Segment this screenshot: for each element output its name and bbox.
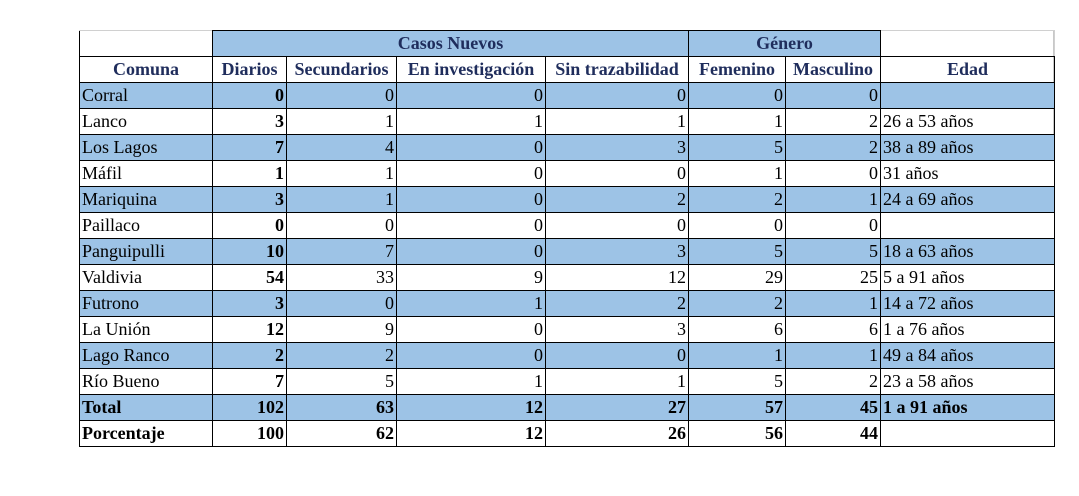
cell-femenino: 5 — [689, 239, 786, 265]
cell-trazabilidad: 0 — [546, 161, 689, 187]
cell-secundarios: 0 — [287, 291, 397, 317]
column-header-row — [80, 57, 1055, 83]
cell-investigacion: 1 — [397, 109, 546, 135]
cell-femenino: 1 — [689, 343, 786, 369]
cell-edad: 49 a 84 años — [881, 343, 1055, 369]
column-header-femenino: Femenino — [689, 57, 786, 83]
cell-edad: 38 a 89 años — [881, 135, 1055, 161]
cell-masculino: 0 — [786, 213, 881, 239]
cell-diarios: 1 — [213, 161, 287, 187]
cell-diarios: 3 — [213, 291, 287, 317]
cell-femenino: 6 — [689, 317, 786, 343]
cell-investigacion: 9 — [397, 265, 546, 291]
table-row — [80, 343, 1055, 369]
cell-comuna: Futrono — [80, 291, 213, 317]
cell-masculino: 1 — [786, 343, 881, 369]
cell-femenino: 0 — [689, 213, 786, 239]
cell-edad: 31 años — [881, 161, 1055, 187]
cell-investigacion: 0 — [397, 83, 546, 109]
cell-femenino: 5 — [689, 135, 786, 161]
cell-femenino: 0 — [689, 83, 786, 109]
cell-masculino: 6 — [786, 317, 881, 343]
cell-femenino: 5 — [689, 369, 786, 395]
cell-masculino: 25 — [786, 265, 881, 291]
cell-comuna: Porcentaje — [80, 421, 213, 447]
blank-header-cell — [80, 31, 213, 57]
cell-femenino: 29 — [689, 265, 786, 291]
cell-diarios: 100 — [213, 421, 287, 447]
cell-secundarios: 0 — [287, 213, 397, 239]
cell-investigacion: 12 — [397, 421, 546, 447]
cell-femenino: 57 — [689, 395, 786, 421]
cell-edad — [881, 83, 1055, 109]
table-row — [80, 317, 1055, 343]
cell-edad: 5 a 91 años — [881, 265, 1055, 291]
cell-edad: 26 a 53 años — [881, 109, 1055, 135]
cell-diarios: 2 — [213, 343, 287, 369]
cell-femenino: 2 — [689, 187, 786, 213]
table-row — [80, 109, 1055, 135]
cell-comuna: Máfil — [80, 161, 213, 187]
column-header-comuna: Comuna — [80, 57, 213, 83]
cell-edad: 18 a 63 años — [881, 239, 1055, 265]
cell-masculino: 45 — [786, 395, 881, 421]
cell-diarios: 102 — [213, 395, 287, 421]
cell-comuna: Los Lagos — [80, 135, 213, 161]
cell-investigacion: 12 — [397, 395, 546, 421]
cell-edad: 1 a 76 años — [881, 317, 1055, 343]
table-row — [80, 291, 1055, 317]
cell-diarios: 3 — [213, 187, 287, 213]
cell-edad: 14 a 72 años — [881, 291, 1055, 317]
cell-trazabilidad: 1 — [546, 369, 689, 395]
column-header-sin-trazabilidad: Sin trazabilidad — [546, 57, 689, 83]
cell-masculino: 0 — [786, 161, 881, 187]
table-row — [80, 135, 1055, 161]
cell-comuna: Lago Ranco — [80, 343, 213, 369]
table-row — [80, 83, 1055, 109]
column-header-diarios: Diarios — [213, 57, 287, 83]
blank-header-cell — [881, 31, 1055, 57]
cell-edad — [881, 213, 1055, 239]
cell-diarios: 12 — [213, 317, 287, 343]
cell-diarios: 0 — [213, 83, 287, 109]
cell-trazabilidad: 12 — [546, 265, 689, 291]
cell-comuna: Río Bueno — [80, 369, 213, 395]
cell-trazabilidad: 0 — [546, 343, 689, 369]
cell-masculino: 5 — [786, 239, 881, 265]
cell-edad: 1 a 91 años — [881, 395, 1055, 421]
total-row — [80, 395, 1055, 421]
cell-comuna: Total — [80, 395, 213, 421]
cell-femenino: 1 — [689, 161, 786, 187]
cell-trazabilidad: 3 — [546, 317, 689, 343]
cell-edad — [881, 421, 1055, 447]
cell-masculino: 1 — [786, 291, 881, 317]
cell-comuna: Lanco — [80, 109, 213, 135]
cell-diarios: 54 — [213, 265, 287, 291]
column-header-secundarios: Secundarios — [287, 57, 397, 83]
cell-comuna: Mariquina — [80, 187, 213, 213]
cell-investigacion: 0 — [397, 343, 546, 369]
cell-trazabilidad: 26 — [546, 421, 689, 447]
cell-masculino: 2 — [786, 135, 881, 161]
cell-edad: 23 a 58 años — [881, 369, 1055, 395]
cell-secundarios: 2 — [287, 343, 397, 369]
cell-diarios: 7 — [213, 135, 287, 161]
cell-secundarios: 62 — [287, 421, 397, 447]
cell-femenino: 56 — [689, 421, 786, 447]
cell-investigacion: 0 — [397, 187, 546, 213]
cell-trazabilidad: 3 — [546, 135, 689, 161]
cell-comuna: Valdivia — [80, 265, 213, 291]
cell-femenino: 1 — [689, 109, 786, 135]
column-header-en-investigacion: En investigación — [397, 57, 546, 83]
cell-secundarios: 0 — [287, 83, 397, 109]
table-row — [80, 265, 1055, 291]
cell-investigacion: 0 — [397, 239, 546, 265]
cell-diarios: 3 — [213, 109, 287, 135]
table-row — [80, 187, 1055, 213]
cell-masculino: 2 — [786, 369, 881, 395]
percentage-row — [80, 421, 1055, 447]
group-header-row — [80, 31, 1055, 57]
cell-secundarios: 4 — [287, 135, 397, 161]
cell-trazabilidad: 3 — [546, 239, 689, 265]
cell-masculino: 2 — [786, 109, 881, 135]
cell-femenino: 2 — [689, 291, 786, 317]
table-row — [80, 239, 1055, 265]
cell-investigacion: 0 — [397, 135, 546, 161]
cell-investigacion: 1 — [397, 291, 546, 317]
cell-trazabilidad: 0 — [546, 83, 689, 109]
cell-secundarios: 5 — [287, 369, 397, 395]
cell-secundarios: 9 — [287, 317, 397, 343]
cell-secundarios: 1 — [287, 161, 397, 187]
cell-comuna: Paillaco — [80, 213, 213, 239]
cell-secundarios: 33 — [287, 265, 397, 291]
cell-trazabilidad: 27 — [546, 395, 689, 421]
cell-trazabilidad: 0 — [546, 213, 689, 239]
cell-comuna: Corral — [80, 83, 213, 109]
cell-investigacion: 1 — [397, 369, 546, 395]
cell-trazabilidad: 1 — [546, 109, 689, 135]
column-header-masculino: Masculino — [786, 57, 881, 83]
group-header-casos-nuevos: Casos Nuevos — [213, 31, 689, 57]
cell-masculino: 1 — [786, 187, 881, 213]
cell-diarios: 10 — [213, 239, 287, 265]
covid-cases-table — [79, 30, 1055, 447]
group-header-genero: Género — [689, 31, 881, 57]
column-header-edad: Edad — [881, 57, 1055, 83]
cell-edad: 24 a 69 años — [881, 187, 1055, 213]
cell-masculino: 44 — [786, 421, 881, 447]
cell-investigacion: 0 — [397, 317, 546, 343]
cell-diarios: 7 — [213, 369, 287, 395]
cell-diarios: 0 — [213, 213, 287, 239]
cell-secundarios: 63 — [287, 395, 397, 421]
cell-trazabilidad: 2 — [546, 187, 689, 213]
cell-secundarios: 1 — [287, 187, 397, 213]
cell-comuna: Panguipulli — [80, 239, 213, 265]
cell-investigacion: 0 — [397, 161, 546, 187]
table-row — [80, 161, 1055, 187]
cell-investigacion: 0 — [397, 213, 546, 239]
table-row — [80, 369, 1055, 395]
cell-secundarios: 7 — [287, 239, 397, 265]
cell-masculino: 0 — [786, 83, 881, 109]
cell-secundarios: 1 — [287, 109, 397, 135]
cell-comuna: La Unión — [80, 317, 213, 343]
table-row — [80, 213, 1055, 239]
cell-trazabilidad: 2 — [546, 291, 689, 317]
